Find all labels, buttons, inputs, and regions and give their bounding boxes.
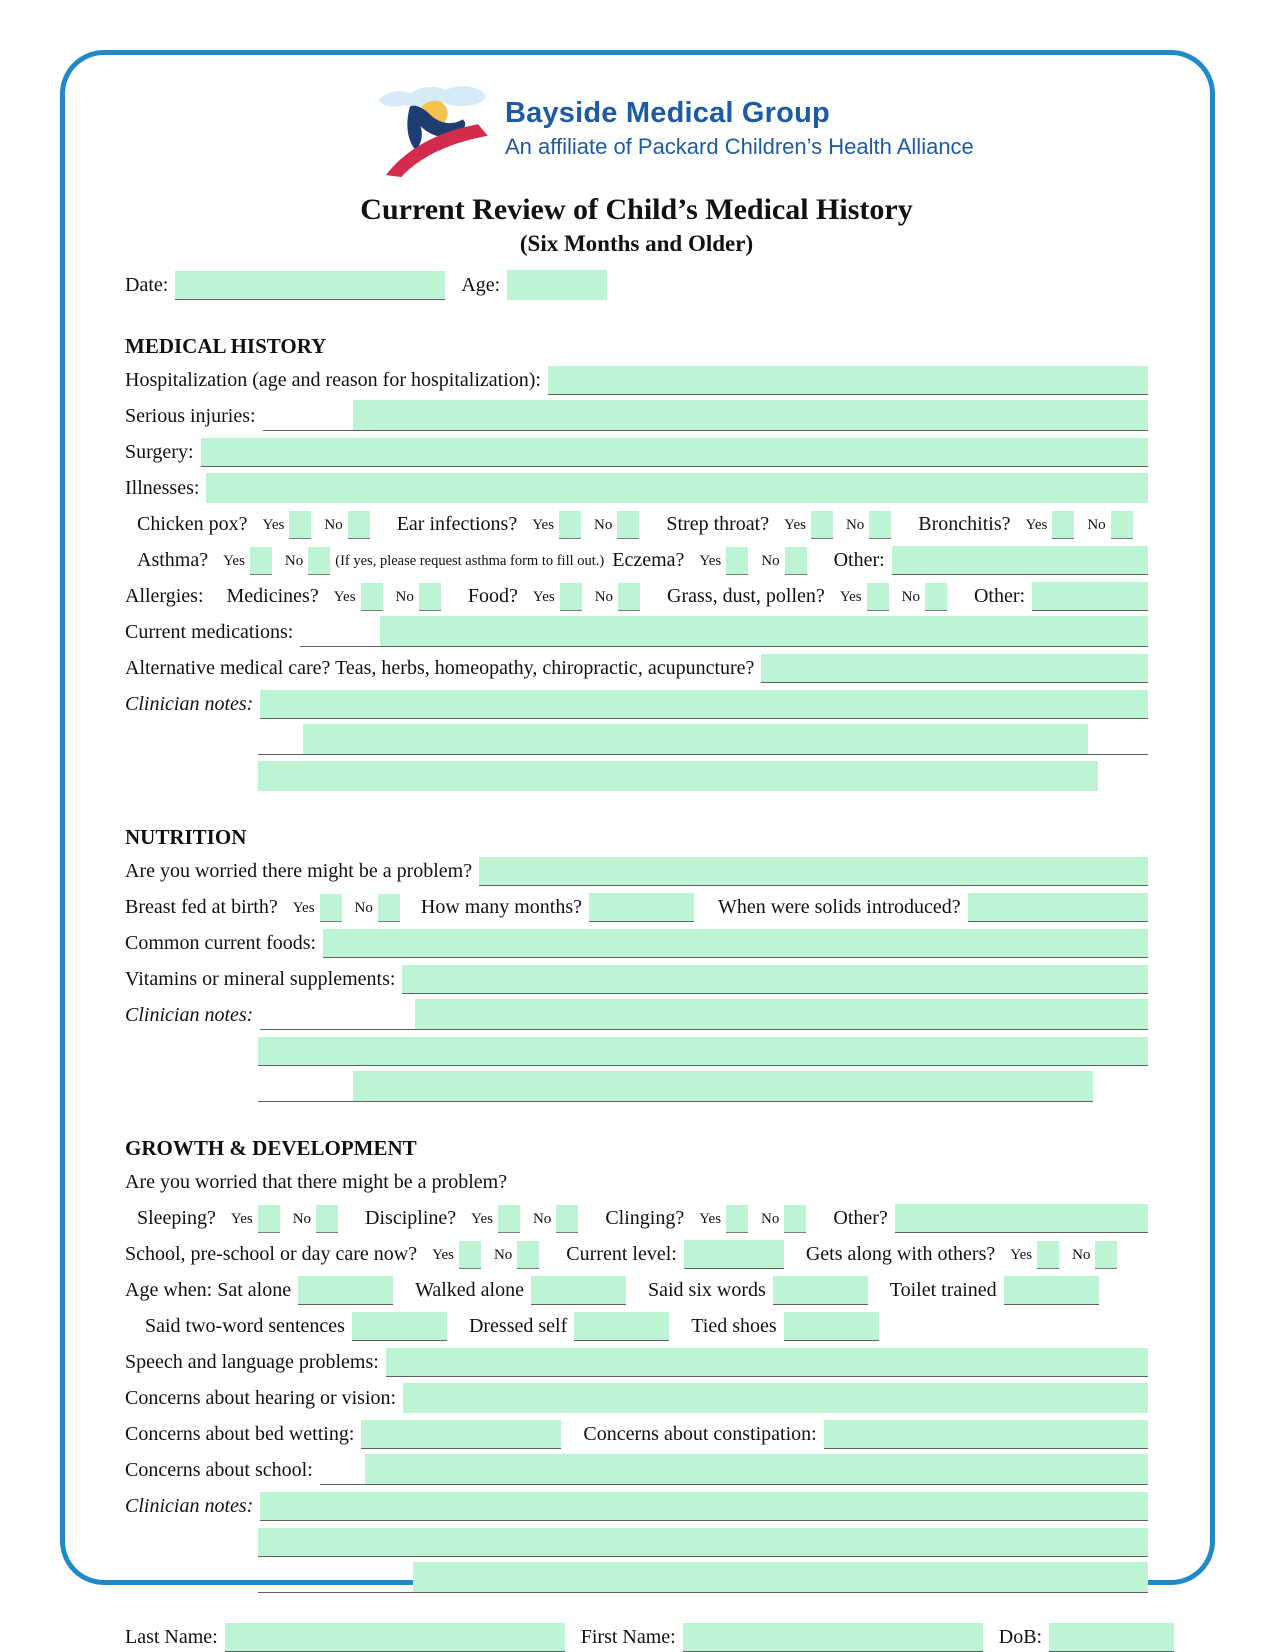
bed-wetting-label: Concerns about bed wetting: bbox=[125, 1419, 361, 1449]
serious-injuries-label: Serious injuries: bbox=[125, 401, 263, 431]
discipline-yes-checkbox[interactable] bbox=[498, 1205, 520, 1233]
illness-other-field[interactable] bbox=[892, 546, 1148, 576]
org-tagline: An affiliate of Packard Children’s Health Alliance bbox=[505, 134, 974, 160]
growth-worried-row bbox=[125, 1166, 1148, 1197]
school-concerns-row bbox=[125, 1454, 1148, 1485]
clinician-notes-label: Clinician notes: bbox=[125, 1000, 260, 1030]
toilet-trained-label: Toilet trained bbox=[890, 1275, 1004, 1305]
first-name-label: First Name: bbox=[581, 1622, 683, 1652]
form-subtitle: (Six Months and Older) bbox=[125, 231, 1148, 257]
current-medications-row bbox=[125, 616, 1148, 647]
yes-label: Yes bbox=[784, 512, 806, 539]
gets-along-yes-checkbox[interactable] bbox=[1037, 1241, 1059, 1269]
school-now-no-checkbox[interactable] bbox=[517, 1241, 539, 1269]
bronchitis-yes-checkbox[interactable] bbox=[1052, 511, 1074, 539]
speech-label: Speech and language problems: bbox=[125, 1347, 386, 1377]
medical-notes-field-1[interactable] bbox=[260, 690, 1148, 720]
said-six-words-label: Said six words bbox=[648, 1275, 773, 1305]
alternative-care-row bbox=[125, 652, 1148, 683]
asthma-note: (If yes, please request asthma form to fill out.) bbox=[335, 547, 612, 575]
surgery-row bbox=[125, 436, 1148, 467]
walked-alone-label: Walked alone bbox=[415, 1275, 531, 1305]
yes-label: Yes bbox=[532, 512, 554, 539]
sleeping-no-checkbox[interactable] bbox=[316, 1205, 338, 1233]
gets-along-question: Gets along with others? bbox=[806, 1239, 1002, 1269]
ear-infections-no-checkbox[interactable] bbox=[617, 511, 639, 539]
no-label: No bbox=[396, 584, 414, 611]
section-growth-development: GROWTH & DEVELOPMENT bbox=[125, 1136, 1148, 1161]
serious-injuries-row bbox=[125, 400, 1148, 431]
no-label: No bbox=[1087, 512, 1105, 539]
allergy-pollen-question: Grass, dust, pollen? bbox=[667, 581, 832, 611]
two-word-sentences-field[interactable] bbox=[352, 1312, 447, 1342]
no-label: No bbox=[594, 512, 612, 539]
milestones-row-1 bbox=[125, 1274, 1148, 1305]
no-label: No bbox=[355, 895, 373, 922]
growth-worried-label: Are you worried that there might be a problem? bbox=[125, 1167, 514, 1197]
growth-notes-row-1 bbox=[125, 1490, 1148, 1521]
yes-label: Yes bbox=[1026, 512, 1048, 539]
allergy-other-label: Other: bbox=[974, 581, 1032, 611]
sleeping-yes-checkbox[interactable] bbox=[258, 1205, 280, 1233]
header bbox=[373, 81, 1148, 177]
hearing-vision-label: Concerns about hearing or vision: bbox=[125, 1383, 403, 1413]
section-medical-history: MEDICAL HISTORY bbox=[125, 334, 1148, 359]
nutrition-notes-row-1 bbox=[125, 999, 1148, 1030]
dressed-self-field[interactable] bbox=[574, 1312, 669, 1342]
vitamins-field[interactable] bbox=[402, 965, 1148, 995]
growth-notes-line-3 bbox=[258, 1562, 1148, 1593]
eczema-question: Eczema? bbox=[612, 545, 691, 575]
common-foods-field[interactable] bbox=[323, 929, 1148, 959]
how-many-months-field[interactable] bbox=[589, 893, 694, 923]
school-concerns-field[interactable] bbox=[365, 1454, 1148, 1484]
school-concerns-line bbox=[320, 1454, 1148, 1485]
clinician-notes-label: Clinician notes: bbox=[125, 689, 260, 719]
yes-label: Yes bbox=[334, 584, 356, 611]
nutrition-notes-field-3[interactable] bbox=[353, 1071, 1093, 1101]
yes-label: Yes bbox=[699, 1206, 721, 1233]
vitamins-label: Vitamins or mineral supplements: bbox=[125, 964, 402, 994]
dob-field[interactable] bbox=[1049, 1623, 1174, 1652]
solids-introduced-field[interactable] bbox=[968, 893, 1148, 923]
no-label: No bbox=[761, 548, 779, 575]
clinging-yes-checkbox[interactable] bbox=[726, 1205, 748, 1233]
medical-notes-field-3[interactable] bbox=[258, 761, 1098, 791]
bronchitis-question: Bronchitis? bbox=[918, 509, 1017, 539]
strep-throat-yes-checkbox[interactable] bbox=[811, 511, 833, 539]
growth-notes-field-2[interactable] bbox=[258, 1528, 1148, 1558]
first-name-field[interactable] bbox=[683, 1623, 983, 1652]
illnesses-label: Illnesses: bbox=[125, 473, 206, 503]
no-label: No bbox=[293, 1206, 311, 1233]
breast-fed-question: Breast fed at birth? bbox=[125, 892, 285, 922]
no-label: No bbox=[324, 512, 342, 539]
toilet-trained-field[interactable] bbox=[1004, 1276, 1099, 1306]
medical-notes-row-2 bbox=[125, 724, 1148, 755]
nutrition-notes-field-2[interactable] bbox=[258, 1037, 1148, 1067]
serious-injuries-field[interactable] bbox=[353, 400, 1148, 430]
discipline-no-checkbox[interactable] bbox=[556, 1205, 578, 1233]
sleeping-question: Sleeping? bbox=[137, 1203, 223, 1233]
school-concerns-label: Concerns about school: bbox=[125, 1455, 320, 1485]
no-label: No bbox=[533, 1206, 551, 1233]
nutrition-worried-label: Are you worried there might be a problem? bbox=[125, 856, 479, 886]
form-page bbox=[60, 50, 1215, 1585]
said-six-words-field[interactable] bbox=[773, 1276, 868, 1306]
illnesses-row bbox=[125, 472, 1148, 503]
illness-other-label: Other: bbox=[834, 545, 892, 575]
common-foods-label: Common current foods: bbox=[125, 928, 323, 958]
nutrition-notes-row-3 bbox=[125, 1071, 1148, 1102]
eczema-yes-checkbox[interactable] bbox=[726, 547, 748, 575]
chickenpox-no-checkbox[interactable] bbox=[348, 511, 370, 539]
medical-notes-field-2[interactable] bbox=[303, 724, 1088, 754]
clinging-no-checkbox[interactable] bbox=[784, 1205, 806, 1233]
bed-wetting-field[interactable] bbox=[361, 1420, 561, 1450]
no-label: No bbox=[494, 1242, 512, 1269]
no-label: No bbox=[1072, 1242, 1090, 1269]
speech-field[interactable] bbox=[386, 1348, 1148, 1378]
yes-label: Yes bbox=[699, 548, 721, 575]
name-strip bbox=[125, 1621, 1148, 1652]
ear-infections-question: Ear infections? bbox=[397, 509, 525, 539]
nutrition-notes-field-1[interactable] bbox=[415, 999, 1148, 1029]
asthma-question: Asthma? bbox=[137, 545, 215, 575]
bayside-logo-icon bbox=[373, 81, 491, 177]
medical-notes-line-2 bbox=[258, 724, 1148, 755]
growth-notes-field-3[interactable] bbox=[413, 1562, 1148, 1592]
no-label: No bbox=[285, 548, 303, 575]
sat-alone-label: Age when: Sat alone bbox=[125, 1275, 298, 1305]
clinician-notes-label: Clinician notes: bbox=[125, 1491, 260, 1521]
date-age-row bbox=[125, 269, 1148, 300]
vitamins-row bbox=[125, 963, 1148, 994]
nutrition-worried-row bbox=[125, 855, 1148, 886]
tied-shoes-label: Tied shoes bbox=[691, 1311, 783, 1341]
allergy-medicines-question: Medicines? bbox=[227, 581, 326, 611]
medical-notes-row-3 bbox=[125, 760, 1148, 791]
growth-notes-row-3 bbox=[125, 1562, 1148, 1593]
tied-shoes-field[interactable] bbox=[784, 1312, 879, 1342]
common-foods-row bbox=[125, 927, 1148, 958]
behavior-row bbox=[125, 1202, 1148, 1233]
hearing-vision-row bbox=[125, 1382, 1148, 1413]
speech-row bbox=[125, 1346, 1148, 1377]
yes-label: Yes bbox=[293, 895, 315, 922]
yes-label: Yes bbox=[533, 584, 555, 611]
walked-alone-field[interactable] bbox=[531, 1276, 626, 1306]
illnesses-field[interactable] bbox=[206, 473, 1148, 503]
bronchitis-no-checkbox[interactable] bbox=[1111, 511, 1133, 539]
no-label: No bbox=[846, 512, 864, 539]
no-label: No bbox=[902, 584, 920, 611]
alternative-care-field[interactable] bbox=[761, 654, 1148, 684]
clinging-question: Clinging? bbox=[605, 1203, 691, 1233]
asthma-no-checkbox[interactable] bbox=[308, 547, 330, 575]
section-nutrition: NUTRITION bbox=[125, 825, 1148, 850]
constipation-field[interactable] bbox=[824, 1420, 1148, 1450]
current-medications-label: Current medications: bbox=[125, 617, 300, 647]
serious-injuries-line bbox=[263, 400, 1148, 431]
asthma-yes-checkbox[interactable] bbox=[250, 547, 272, 575]
age-field[interactable] bbox=[507, 270, 607, 300]
hospitalization-row bbox=[125, 364, 1148, 395]
brand-block bbox=[505, 81, 974, 160]
breast-fed-no-checkbox[interactable] bbox=[378, 894, 400, 922]
age-label: Age: bbox=[461, 270, 507, 300]
constipation-label: Concerns about constipation: bbox=[583, 1419, 823, 1449]
behavior-other-field[interactable] bbox=[895, 1204, 1148, 1234]
hospitalization-label: Hospitalization (age and reason for hospitalization): bbox=[125, 365, 548, 395]
growth-notes-field-1[interactable] bbox=[260, 1492, 1148, 1522]
allergy-food-question: Food? bbox=[468, 581, 525, 611]
yes-label: Yes bbox=[231, 1206, 253, 1233]
chickenpox-yes-checkbox[interactable] bbox=[289, 511, 311, 539]
sat-alone-field[interactable] bbox=[298, 1276, 393, 1306]
breast-fed-yes-checkbox[interactable] bbox=[320, 894, 342, 922]
allergies-label: Allergies: bbox=[125, 581, 211, 611]
yes-label: Yes bbox=[432, 1242, 454, 1269]
nutrition-notes-row-2 bbox=[125, 1035, 1148, 1066]
gets-along-no-checkbox[interactable] bbox=[1095, 1241, 1117, 1269]
common-illness-row bbox=[125, 508, 1148, 539]
nutrition-worried-field[interactable] bbox=[479, 857, 1148, 887]
current-level-label: Current level: bbox=[566, 1239, 684, 1269]
date-label: Date: bbox=[125, 270, 175, 300]
yes-label: Yes bbox=[263, 512, 285, 539]
allergy-food-no-checkbox[interactable] bbox=[618, 583, 640, 611]
current-level-field[interactable] bbox=[684, 1240, 784, 1270]
strep-throat-question: Strep throat? bbox=[666, 509, 776, 539]
allergy-pollen-yes-checkbox[interactable] bbox=[867, 583, 889, 611]
form-title: Current Review of Child’s Medical History bbox=[125, 193, 1148, 227]
allergy-medicines-yes-checkbox[interactable] bbox=[361, 583, 383, 611]
growth-notes-row-2 bbox=[125, 1526, 1148, 1557]
school-row bbox=[125, 1238, 1148, 1269]
chickenpox-question: Chicken pox? bbox=[137, 509, 255, 539]
milestones-row-2 bbox=[125, 1310, 1148, 1341]
hospitalization-field[interactable] bbox=[548, 366, 1148, 396]
no-label: No bbox=[761, 1206, 779, 1233]
eczema-no-checkbox[interactable] bbox=[785, 547, 807, 575]
breast-fed-row bbox=[125, 891, 1148, 922]
two-word-sentences-label: Said two-word sentences bbox=[145, 1311, 352, 1341]
medical-notes-row-1 bbox=[125, 688, 1148, 719]
solids-introduced-label: When were solids introduced? bbox=[718, 892, 968, 922]
surgery-label: Surgery: bbox=[125, 437, 201, 467]
allergies-row bbox=[125, 580, 1148, 611]
current-medications-line bbox=[300, 616, 1148, 647]
nutrition-notes-line-1 bbox=[260, 999, 1148, 1030]
alternative-care-label: Alternative medical care? Teas, herbs, homeopathy, chiropractic, acupuncture? bbox=[125, 653, 761, 683]
yes-label: Yes bbox=[223, 548, 245, 575]
school-now-question: School, pre-school or day care now? bbox=[125, 1239, 424, 1269]
last-name-label: Last Name: bbox=[125, 1622, 225, 1652]
ear-infections-yes-checkbox[interactable] bbox=[559, 511, 581, 539]
how-many-months-label: How many months? bbox=[421, 892, 589, 922]
allergy-medicines-no-checkbox[interactable] bbox=[419, 583, 441, 611]
school-now-yes-checkbox[interactable] bbox=[459, 1241, 481, 1269]
behavior-other-label: Other? bbox=[833, 1203, 894, 1233]
date-field[interactable] bbox=[175, 271, 445, 301]
allergy-pollen-no-checkbox[interactable] bbox=[925, 583, 947, 611]
current-medications-field[interactable] bbox=[380, 616, 1148, 646]
dressed-self-label: Dressed self bbox=[469, 1311, 574, 1341]
no-label: No bbox=[595, 584, 613, 611]
yes-label: Yes bbox=[471, 1206, 493, 1233]
nutrition-notes-line-3 bbox=[258, 1071, 1093, 1102]
discipline-question: Discipline? bbox=[365, 1203, 463, 1233]
strep-throat-no-checkbox[interactable] bbox=[869, 511, 891, 539]
dob-label: DoB: bbox=[999, 1622, 1049, 1652]
asthma-row bbox=[125, 544, 1148, 575]
bed-wetting-row bbox=[125, 1418, 1148, 1449]
last-name-field[interactable] bbox=[225, 1623, 565, 1652]
org-name: Bayside Medical Group bbox=[505, 97, 974, 130]
allergy-other-field[interactable] bbox=[1032, 582, 1148, 612]
surgery-field[interactable] bbox=[201, 438, 1148, 468]
yes-label: Yes bbox=[840, 584, 862, 611]
allergy-food-yes-checkbox[interactable] bbox=[560, 583, 582, 611]
hearing-vision-field[interactable] bbox=[403, 1383, 1148, 1413]
yes-label: Yes bbox=[1010, 1242, 1032, 1269]
